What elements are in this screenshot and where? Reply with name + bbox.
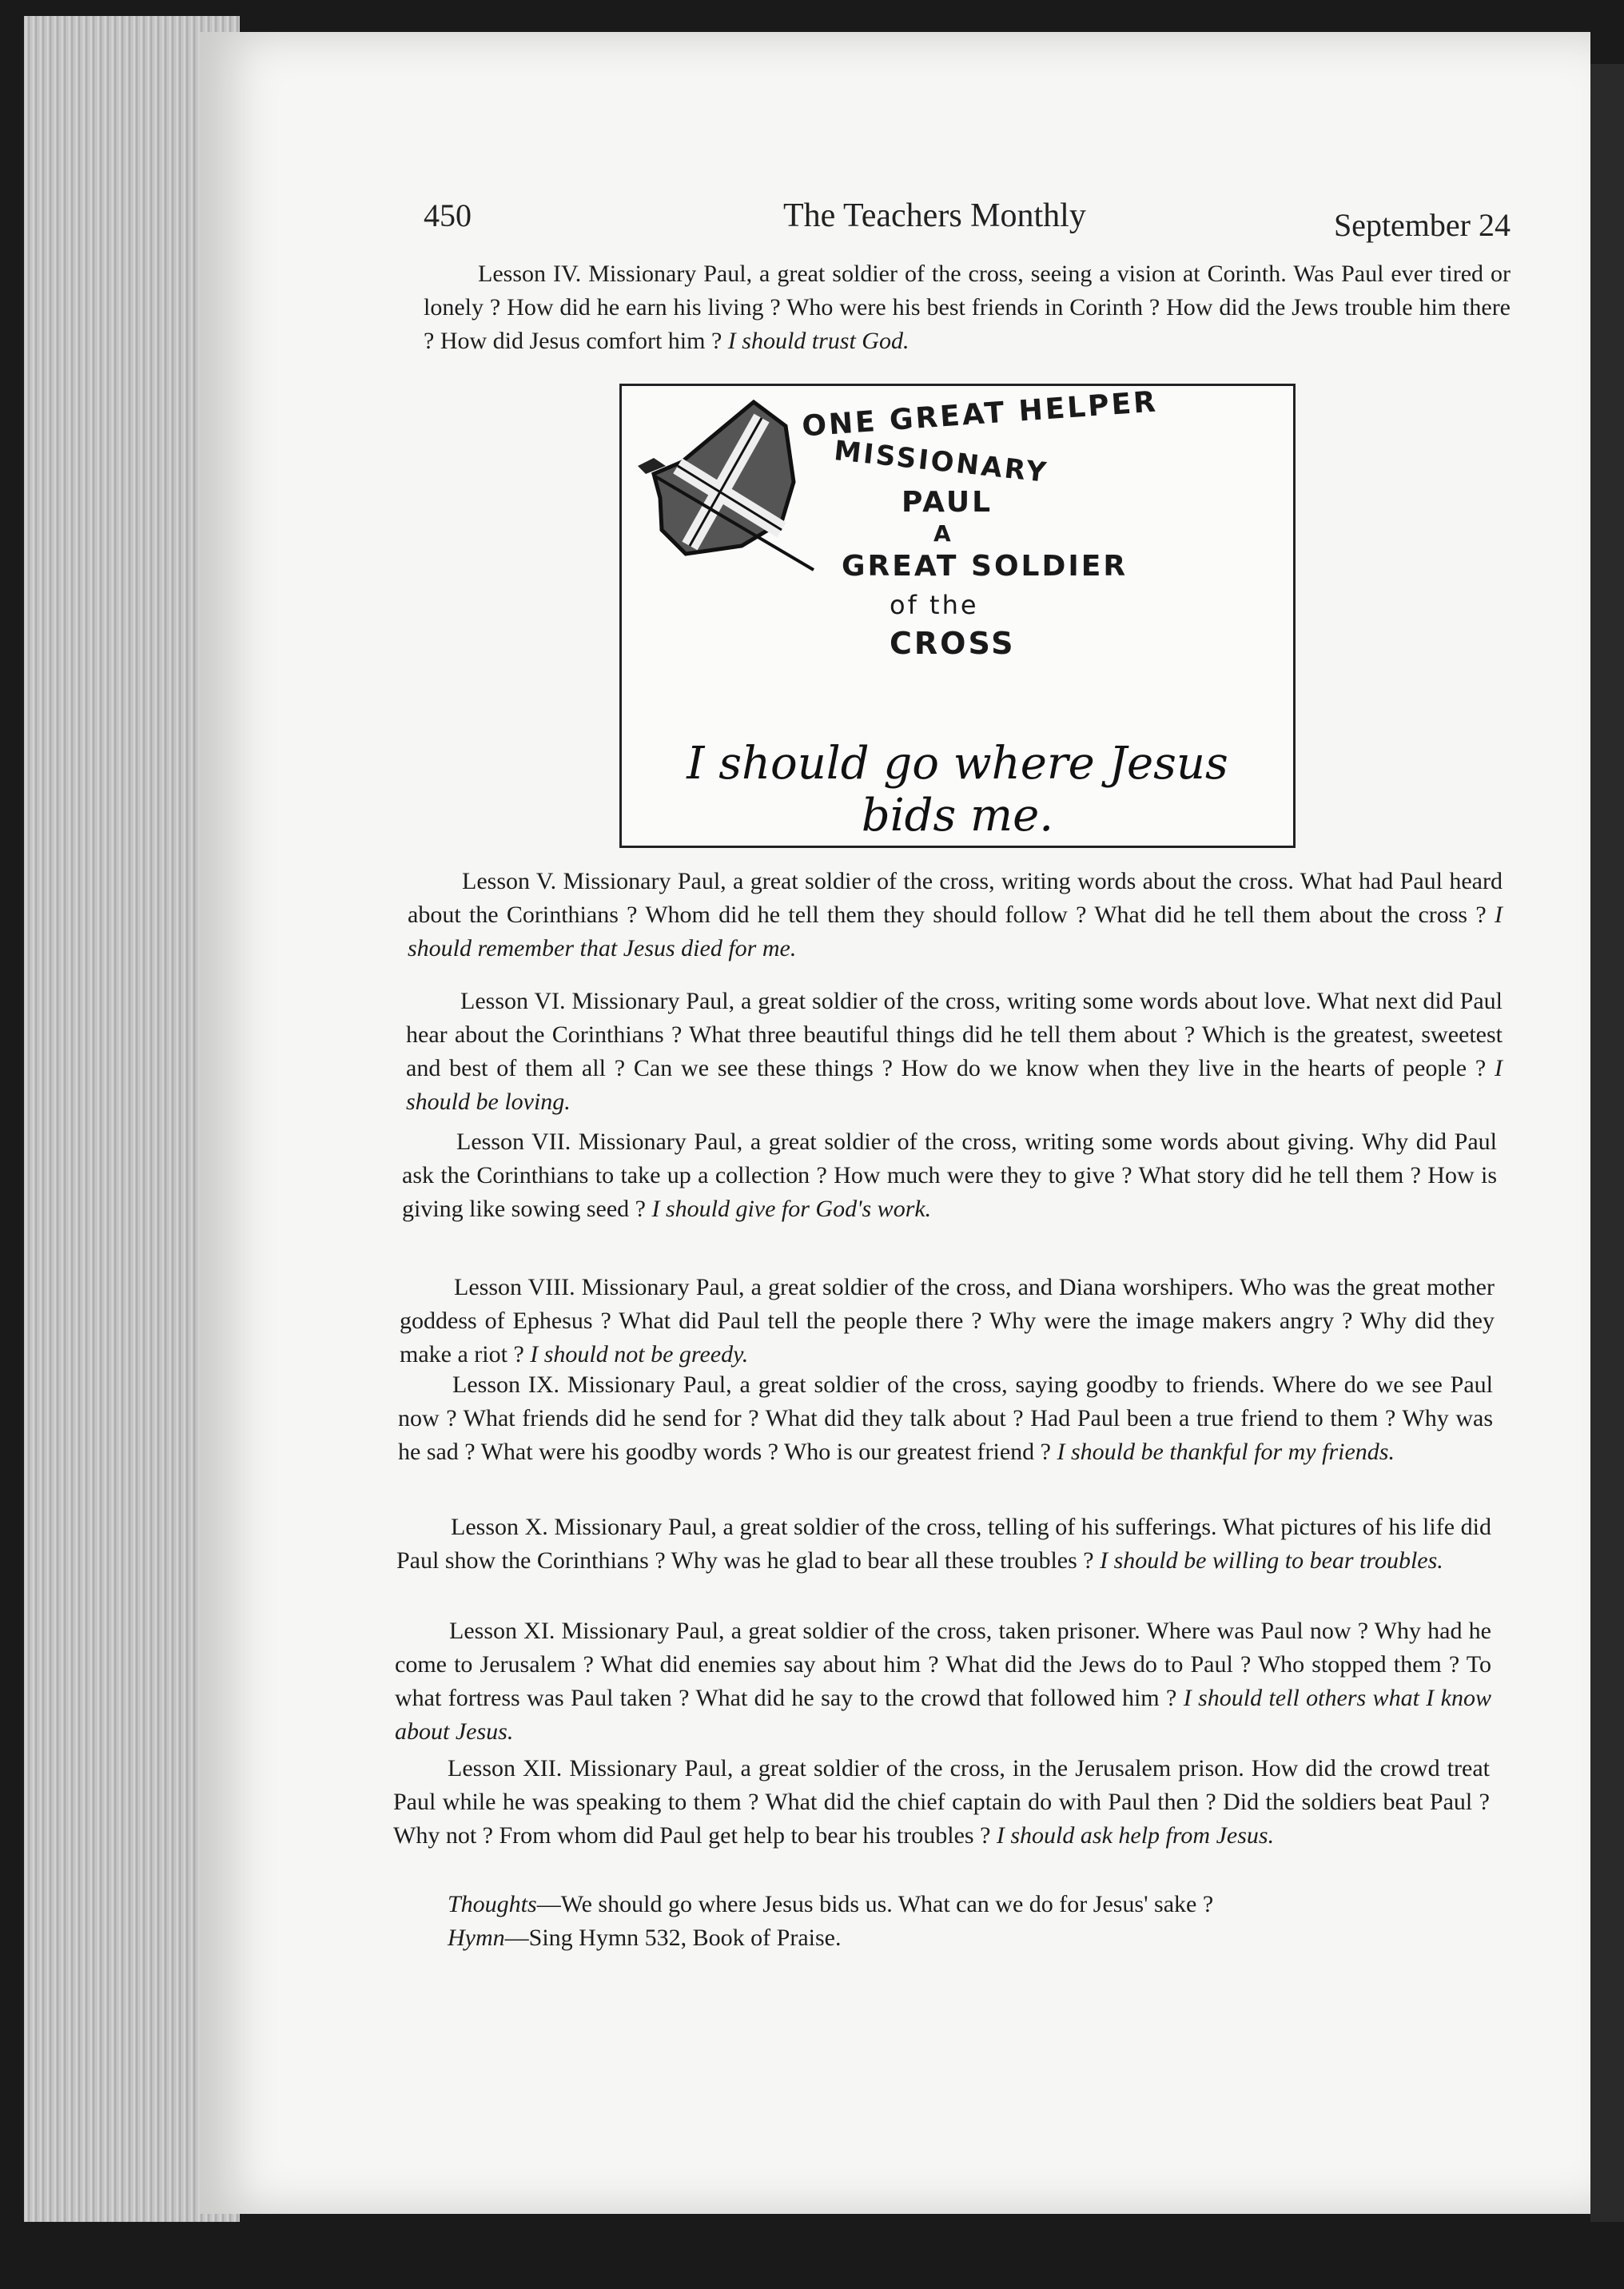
thoughts-label: Thoughts xyxy=(448,1891,537,1917)
lesson-paragraph: Lesson VI. Missionary Paul, a great soldier of the cross, writing some words about love. What next did Paul hear about the Corinthians ? What three beautiful things did he tell them about ? Which is the greatest, sweetest and best of them all ? Can we see these things ? How do we know when they live in the hearts of people ? I should be loving. xyxy=(406,988,1503,1115)
book-page xyxy=(200,32,1590,2214)
figure-line-2: MISSIONARY xyxy=(832,435,1050,489)
lesson-paragraph: Lesson VII. Missionary Paul, a great soldier of the cross, writing some words about giving. Why did Paul ask the Corinthians to take up a collection ? How much were they to give ? What story did he tell them ? How is giving like sowing seed ? I should give for God's work. xyxy=(402,1129,1497,1222)
figure-line-3: PAUL xyxy=(902,486,993,519)
lesson-paragraph: Lesson X. Missionary Paul, a great soldier of the cross, telling of his sufferings. What pictures of his life did Paul show the Corinthians ? Why was he glad to bear all these troubles ? I should be willing to bear troubles. xyxy=(396,1514,1491,1574)
figure-line-6: of the xyxy=(890,590,979,620)
running-header xyxy=(424,190,1511,246)
blackboard-figure xyxy=(619,384,1296,848)
hymn-text: —Sing Hymn 532, Book of Praise. xyxy=(504,1925,842,1951)
issue-date: September 24 xyxy=(1333,207,1511,243)
lesson-paragraph: Lesson XII. Missionary Paul, a great soldier of the cross, in the Jerusalem prison. How did the crowd treat Paul while he was speaking to them ? What did the chief captain do with Paul then ? Did the soldiers beat Paul ? Why not ? From whom did Paul get help to bear his troubles ? I should ask help from Jesus. xyxy=(393,1755,1490,1849)
lesson-paragraph: Lesson IV. Missionary Paul, a great soldier of the cross, seeing a vision at Corinth. Was Paul ever tired or lonely ? How did he earn his living ? Who were his best friends in Corinth ? How did the Jews trouble him there ? How did Jesus comfort him ? I should trust God. xyxy=(424,261,1511,354)
hymn-label: Hymn xyxy=(448,1925,505,1951)
page-shadow xyxy=(1590,64,1624,2222)
lesson-answer: I should be thankful for my friends. xyxy=(1057,1439,1395,1465)
thoughts-text: —We should go where Jesus bids us. What can we do for Jesus' sake ? xyxy=(536,1891,1214,1917)
lesson-answer: I should give for God's work. xyxy=(651,1196,932,1222)
lesson-answer: I should remember that Jesus died for me. xyxy=(408,902,1503,961)
lesson-paragraph: Lesson IX. Missionary Paul, a great soldier of the cross, saying goodby to friends. Where do we see Paul now ? What friends did he send for ? What did they talk about ? Had Paul been a true friend to them ? Why was he sad ? What were his goodby words ? Who is our greatest friend ? I should be thankful for my friends. xyxy=(398,1371,1493,1465)
lesson-answer: I should ask help from Jesus. xyxy=(996,1822,1275,1849)
figure-line-7: CROSS xyxy=(890,626,1016,661)
lesson-paragraph: Lesson VIII. Missionary Paul, a great soldier of the cross, and Diana worshipers. Who was the great mother goddess of Ephesus ? What did Paul tell the people there ? Why were the image makers angry ? Why did they make a riot ? I should not be greedy. xyxy=(400,1274,1495,1367)
figure-line-4: A xyxy=(933,520,953,547)
figure-caption: I should go where Jesus bids me. xyxy=(687,738,1228,842)
lesson-answer: I should trust God. xyxy=(727,328,910,354)
hymn-line xyxy=(393,1921,1490,1955)
lesson-answer: I should not be greedy. xyxy=(530,1341,749,1367)
page-number: 450 xyxy=(424,197,472,233)
lesson-answer: I should be willing to bear troubles. xyxy=(1100,1547,1443,1574)
thoughts-line xyxy=(393,1888,1490,1921)
journal-title: The Teachers Monthly xyxy=(783,197,1086,234)
figure-line-1: ONE GREAT HELPER xyxy=(801,385,1160,444)
lesson-answer: I should be loving. xyxy=(406,1055,1503,1115)
lesson-paragraph: Lesson XI. Missionary Paul, a great soldier of the cross, taken prisoner. Where was Paul now ? Why had he come to Jerusalem ? What did enemies say about him ? What did the Jews do to Paul ? Who stopped them ? To what fortress was Paul taken ? What did he say to the crowd that followed him ? I should tell others what I know about Jesus. xyxy=(395,1618,1491,1745)
lesson-paragraph: Lesson V. Missionary Paul, a great soldier of the cross, writing words about the cross. What had Paul heard about the Corinthians ? Whom did he tell them they should follow ? What did he tell them about the cross ? I should remember that Jesus died for me. xyxy=(408,868,1503,961)
figure-line-5: GREAT SOLDIER xyxy=(842,550,1128,583)
lesson-answer: I should tell others what I know about Jesus. xyxy=(395,1685,1491,1745)
